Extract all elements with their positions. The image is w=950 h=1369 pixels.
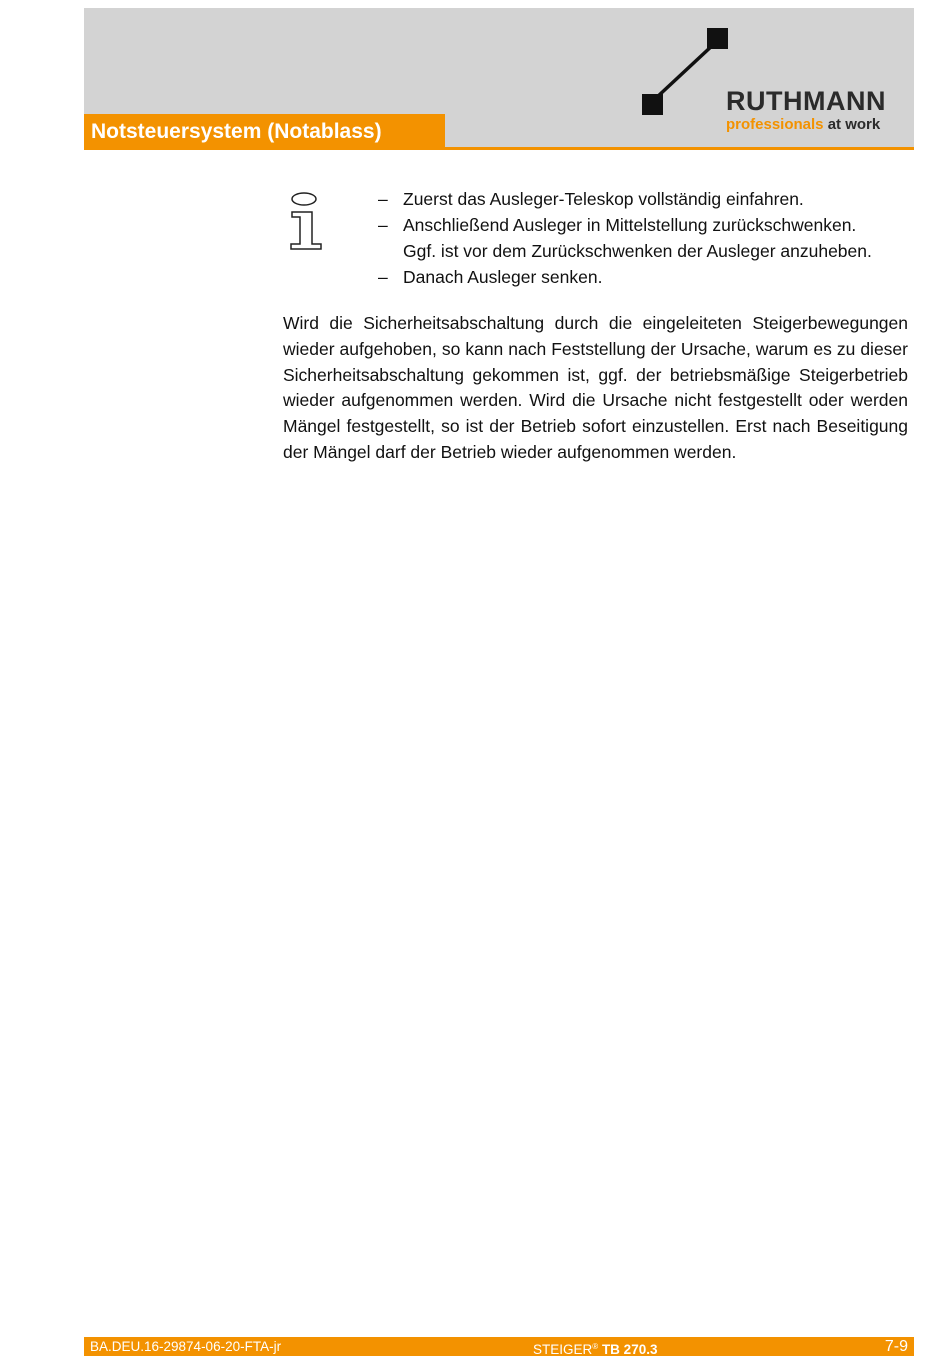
list-item	[378, 186, 918, 212]
list-dash: –	[378, 215, 388, 235]
instruction-list	[378, 186, 918, 290]
list-item	[378, 212, 918, 238]
list-dash: –	[378, 267, 388, 287]
list-item-text: Danach Ausleger senken.	[403, 267, 603, 287]
logo-mark-icon	[640, 26, 730, 116]
registered-mark: ®	[592, 1342, 599, 1351]
body-paragraph: Wird die Sicherheitsabschaltung durch die eingeleiteten Steigerbewegungen wieder aufgehoben, so kann nach Feststellung der Ursache, warum es zu dieser Sicherheitsabschaltung gekommen ist, ggf. der betriebsmäßige Steigerbetrieb wieder aufgenommen werden. Wird die Ursache nicht festgestellt oder werden Mängel festgestellt, so ist der Betrieb sofort einzustellen. Erst nach Beseitigung der Mängel darf der Betrieb wieder aufgenommen werden.	[283, 313, 908, 462]
logo-tagline-at-work: at work	[827, 116, 881, 133]
info-icon	[288, 190, 324, 252]
ruthmann-logo	[640, 26, 912, 138]
list-item	[378, 264, 918, 290]
footer-product	[533, 1337, 657, 1360]
list-item-text: Anschließend Ausleger in Mittelstellung zurückschwenken.	[403, 215, 857, 235]
list-item-text: Zuerst das Ausleger-Teleskop vollständig einfahren.	[403, 189, 804, 209]
footer-product-name: STEIGER	[533, 1342, 593, 1357]
logo-wordmark: RUTHMANN	[726, 86, 886, 116]
logo-tagline-professionals: professionals	[726, 116, 824, 133]
section-title: Notsteuersystem (Notablass)	[84, 114, 445, 150]
footer-doc-id: BA.DEU.16-29874-06-20-FTA-jr	[90, 1339, 282, 1354]
footer-page-number: 7-9	[884, 1338, 908, 1355]
list-dash: –	[378, 189, 388, 209]
list-item-continuation	[378, 238, 918, 264]
logo-tagline	[726, 116, 880, 134]
footer-model: TB 270.3	[601, 1342, 658, 1357]
list-item-continuation-text: Ggf. ist vor dem Zurückschwenken der Ausleger anzuheben.	[403, 241, 872, 261]
page-footer	[84, 1337, 914, 1356]
